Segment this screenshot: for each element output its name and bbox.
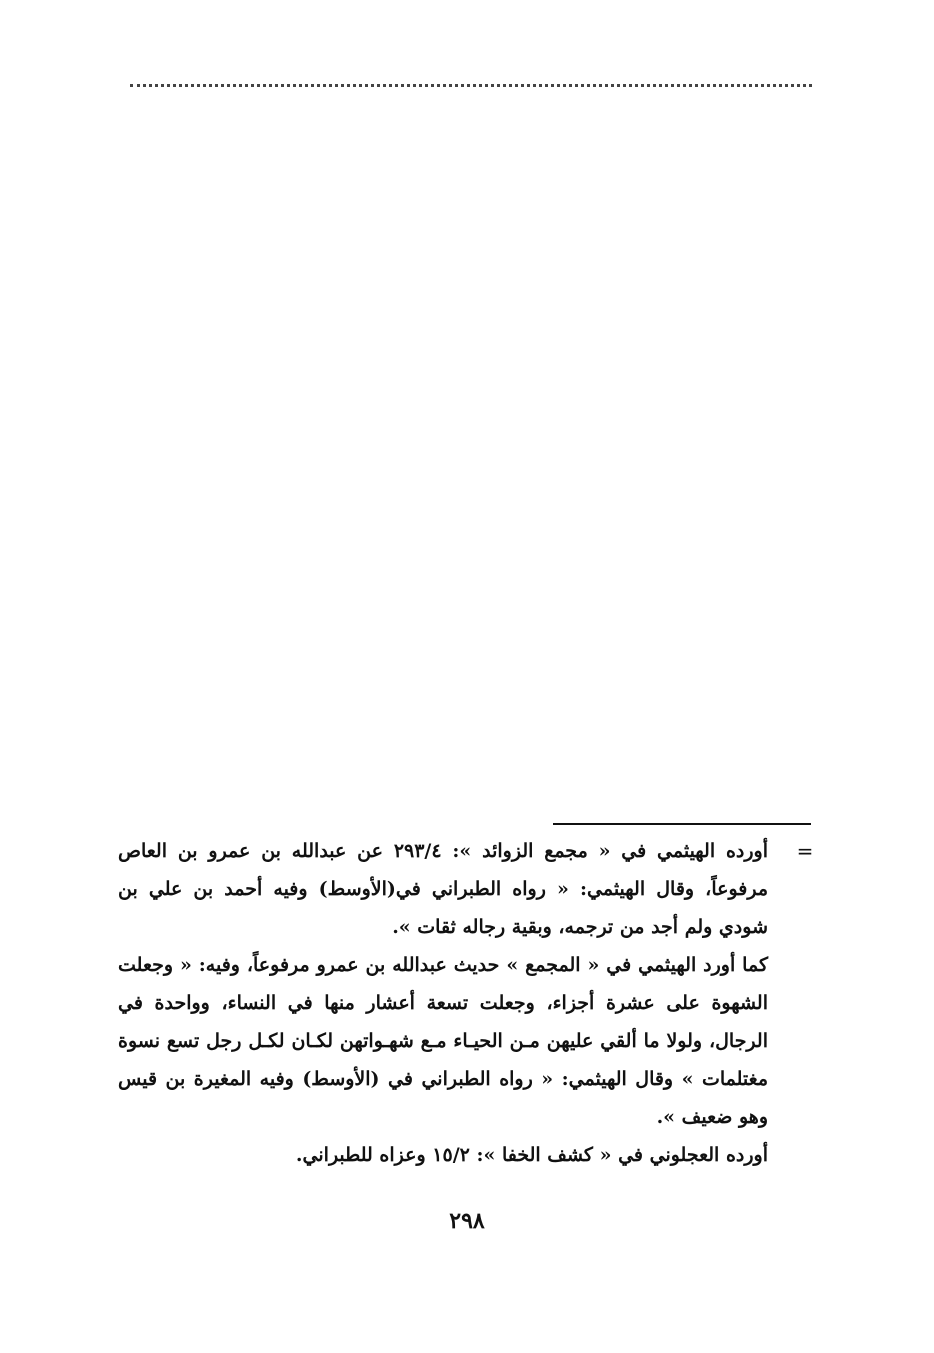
footnote-separator	[553, 823, 811, 825]
footnote-paragraph: كما أورد الهيثمي في « المجمع » حديث عبدالله بن عمرو مرفوعاً، وفيه: « وجعلت الشهوة على عشرة أجزاء، وجعلت تسعة أعشار منها في النساء، وواحدة في الرجال، ولولا ما ألقي عليهن مـن الحيـاء مـع شهـواتهن لكـان لكـل رجل تسع نسوة مغتلمات » وقال الهيثمي: « رواه الطبراني في (الأوسط) وفيه المغيرة بن قيس وهو ضعيف ».	[118, 954, 768, 1128]
footnote-paragraph: أورده الهيثمي في « مجمع الزوائد »: ٢٩٣/٤ عن عبدالله بن عمرو بن العاص مرفوعاً، وقال الهيثمي: « رواه الطبراني في(الأوسط) وفيه أحمد بن علي بن شودي ولم أجد من ترجمه، وبقية رجاله ثقات ».	[118, 840, 768, 938]
footnote-continuation-mark: =	[796, 839, 814, 863]
dotted-separator	[130, 84, 812, 87]
footnotes-block	[118, 832, 768, 1174]
footnote-paragraph: أورده العجلوني في « كشف الخفا »: ١٥/٢ وعزاه للطبراني.	[295, 1144, 768, 1166]
page-number: ٢٩٨	[449, 1208, 485, 1234]
